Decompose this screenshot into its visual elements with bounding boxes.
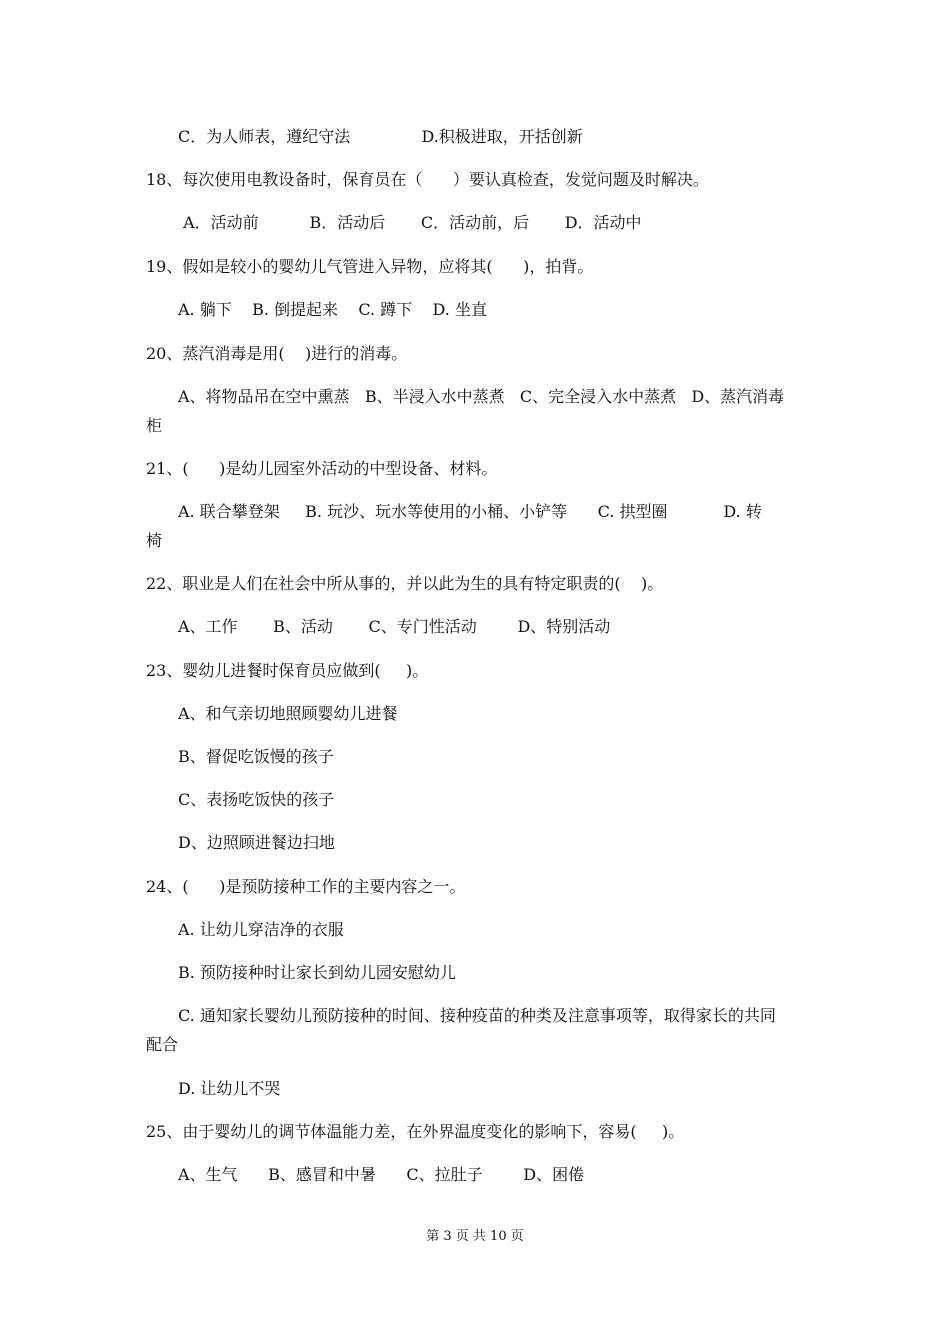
answer-options: A．活动前 B．活动后 C．活动前，后 D．活动中: [178, 213, 642, 232]
page-footer: 第 3 页 共 10 页: [426, 1229, 524, 1244]
question-text: 18、每次使用电教设备时，保育员在（ ）要认真检查，发觉问题及时解决。: [146, 170, 709, 189]
question-text: 24、( )是预防接种工作的主要内容之一。: [146, 877, 466, 896]
answer-options: C. 通知家长婴幼儿预防接种的时间、接种疫苗的种类及注意事项等，取得家长的共同: [178, 1006, 776, 1025]
answer-options: B. 预防接种时让家长到幼儿园安慰幼儿: [178, 963, 456, 982]
question-text: 21、( )是幼儿园室外活动的中型设备、材料。: [146, 459, 498, 478]
answer-options: A、将物品吊在空中熏蒸 B、半浸入水中蒸煮 C、完全浸入水中蒸煮 D、蒸汽消毒: [178, 387, 785, 406]
text-continuation: 椅: [146, 531, 163, 550]
answer-options: C．为人师表，遵纪守法 D.积极进取，开括创新: [178, 127, 583, 146]
answer-options: A、工作 B、活动 C、专门性活动 D、特别活动: [178, 617, 611, 636]
question-text: 25、由于婴幼儿的调节体温能力差，在外界温度变化的影响下，容易( )。: [146, 1122, 685, 1141]
question-text: 22、职业是人们在社会中所从事的，并以此为生的具有特定职责的( )。: [146, 574, 664, 593]
text-continuation: 柜: [146, 416, 163, 435]
answer-options: A. 联合攀登架 B. 玩沙、玩水等使用的小桶、小铲等 C. 拱型圈 D. 转: [178, 502, 762, 521]
answer-options: A、生气 B、感冒和中暑 C、拉肚子 D、困倦: [178, 1165, 585, 1184]
question-text: 19、假如是较小的婴幼儿气管进入异物，应将其( )，拍背。: [146, 257, 594, 276]
answer-options: C、表扬吃饭快的孩子: [178, 790, 335, 809]
answer-options: D、边照顾进餐边扫地: [178, 833, 335, 852]
question-text: 20、蒸汽消毒是用( )进行的消毒。: [146, 344, 408, 363]
question-text: 23、婴幼儿进餐时保育员应做到( )。: [146, 661, 429, 680]
text-continuation: 配合: [146, 1035, 179, 1054]
answer-options: A、和气亲切地照顾婴幼儿进餐: [178, 704, 398, 723]
answer-options: A. 躺下 B. 倒提起来 C. 蹲下 D. 坐直: [178, 300, 487, 319]
answer-options: D. 让幼儿不哭: [178, 1079, 281, 1098]
answer-options: B、督促吃饭慢的孩子: [178, 747, 334, 766]
answer-options: A. 让幼儿穿洁净的衣服: [178, 920, 344, 939]
